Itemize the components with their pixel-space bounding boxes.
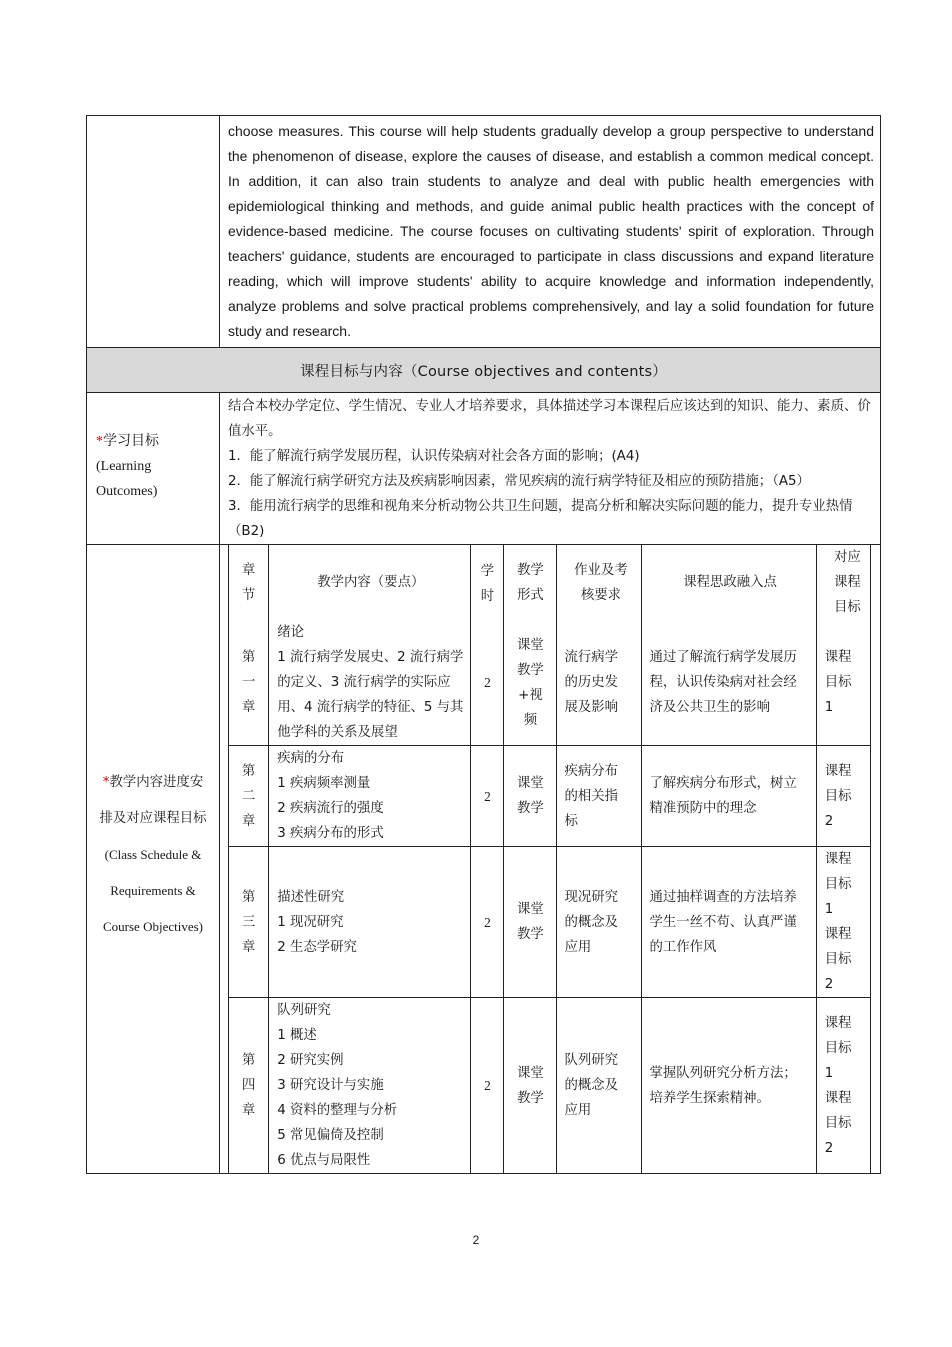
objective-cell-line: 课程	[824, 1090, 852, 1106]
header-objective	[816, 545, 870, 620]
objective-cell-line: 目标	[824, 675, 852, 690]
hours-cell: 2	[471, 847, 504, 998]
content-cell-line: 2 生态学研究	[277, 939, 357, 955]
course-table	[86, 115, 881, 1174]
form-cell-line: +视	[518, 687, 543, 703]
content-cell-line: 3 疾病分布的形式	[277, 826, 384, 841]
content-cell-line: 的定义、3 流行病学的实际应	[277, 675, 451, 690]
assessment-cell-line: 的相关指	[564, 788, 619, 804]
assessment-cell-line: 现况研究	[564, 889, 619, 905]
content-cell-line: 描述性研究	[277, 889, 345, 905]
assessment-cell-line: 应用	[564, 1103, 592, 1118]
header-hours-line: 学	[480, 562, 495, 578]
assessment-cell	[557, 847, 642, 998]
schedule-label	[87, 545, 220, 1173]
schedule-label-en-3: Course Objectives)	[102, 919, 203, 934]
header-ideology: 课程思政融入点	[642, 545, 816, 620]
ideology-cell-line: 培养学生探索精神。	[649, 1090, 770, 1106]
form-cell-line: 教学	[517, 1090, 544, 1106]
outcome-item: 1．能了解流行病学发展历程，认识传染病对社会各方面的影响；(A4)	[228, 449, 640, 464]
chapter-cell	[229, 998, 269, 1174]
header-form	[504, 545, 557, 620]
form-cell	[504, 998, 557, 1174]
chapter-cell-line: 二	[241, 788, 256, 804]
objective-cell	[816, 620, 870, 746]
schedule-header-row	[229, 545, 871, 620]
form-cell-line: 教学	[517, 801, 544, 816]
assessment-cell-line: 流行病学	[564, 650, 619, 665]
schedule-table-wrap	[220, 545, 880, 1173]
assessment-cell-line: 的概念及	[564, 914, 619, 930]
objective-cell-line: 2	[824, 977, 834, 992]
header-assessment-line: 核要求	[580, 587, 622, 603]
schedule-row-1	[229, 620, 871, 746]
ideology-cell	[642, 847, 816, 998]
content-cell-line: 5 常见偏倚及控制	[277, 1128, 384, 1143]
objective-cell	[816, 746, 870, 847]
content-cell-line: 1 疾病频率测量	[277, 776, 371, 791]
objective-cell-line: 目标	[824, 1115, 852, 1131]
hours-cell: 2	[471, 998, 504, 1174]
form-cell	[504, 620, 557, 746]
header-objective-line: 目标	[833, 600, 861, 615]
chapter-cell-line: 章	[241, 813, 256, 829]
header-form-line: 教学	[517, 562, 544, 578]
schedule-label-en-2: Requirements &	[110, 883, 196, 898]
ideology-cell	[642, 620, 816, 746]
learning-outcomes-en-2: Outcomes)	[96, 484, 158, 499]
assessment-cell-line: 队列研究	[564, 1053, 619, 1068]
header-form-line: 形式	[517, 587, 544, 603]
intro-left-cell	[87, 116, 220, 347]
assessment-cell	[557, 998, 642, 1174]
chapter-cell	[229, 847, 269, 998]
header-chapter-line: 节	[241, 587, 256, 603]
required-marker: *	[96, 434, 103, 449]
header-objective-line: 对应	[833, 550, 861, 565]
header-hours-line: 时	[480, 587, 495, 603]
form-cell-line: 课堂	[517, 776, 544, 791]
assessment-cell	[557, 620, 642, 746]
outcomes-intro: 结合本校办学定位、学生情况、专业人才培养要求，具体描述学习本课程后应该达到的知识、能力、素质、价值水平。	[228, 399, 871, 439]
outcome-item: 3．能用流行病学的思维和视角来分析动物公共卫生问题，提高分析和解决实际问题的能力，提升专业热情（B2)	[228, 499, 853, 539]
assessment-cell-line: 的历史发	[564, 675, 619, 690]
content-cell-line: 队列研究	[277, 1003, 331, 1018]
schedule-row-4	[229, 998, 871, 1174]
form-cell	[504, 746, 557, 847]
ideology-cell-line: 精准预防中的理念	[649, 801, 757, 816]
outcome-item: 2．能了解流行病学研究方法及疾病影响因素，常见疾病的流行病学特征及相应的预防措施；（A5）	[228, 474, 810, 489]
chapter-cell	[229, 746, 269, 847]
content-cell-line: 疾病的分布	[277, 751, 345, 766]
form-cell-line: 课堂	[517, 902, 544, 917]
chapter-cell-line: 三	[241, 914, 256, 930]
chapter-cell-line: 四	[241, 1078, 256, 1093]
header-chapter-line: 章	[241, 562, 256, 578]
objective-cell-line: 课程	[824, 1015, 852, 1031]
form-cell-line: 课堂	[517, 1065, 544, 1081]
learning-outcomes-row	[87, 393, 880, 545]
objective-cell-line: 目标	[824, 1040, 852, 1056]
form-cell-line: 教学	[517, 662, 544, 678]
assessment-cell-line: 应用	[564, 939, 592, 955]
section-header: 课程目标与内容（Course objectives and contents）	[87, 348, 880, 393]
objective-cell-line: 1	[824, 1065, 834, 1081]
content-cell-line: 用、4 流行病学的特征、5 与其	[277, 700, 464, 715]
objective-cell	[816, 998, 870, 1174]
content-cell-line: 1 流行病学发展史、2 流行病学	[277, 650, 464, 665]
content-cell-line: 1 概述	[277, 1028, 317, 1043]
ideology-cell-line: 掌握队列研究分析方法；	[649, 1065, 797, 1081]
schedule-label-cn-1: 教学内容进度安	[109, 775, 204, 790]
chapter-cell-line: 章	[241, 1103, 256, 1118]
content-cell-line: 他学科的关系及展望	[277, 725, 398, 740]
intro-row	[87, 116, 880, 348]
objective-cell-line: 课程	[824, 763, 852, 779]
chapter-cell-line: 章	[241, 700, 256, 715]
page-number: 2	[472, 1233, 480, 1247]
content-cell	[269, 620, 471, 746]
chapter-cell-line: 第	[241, 1053, 256, 1068]
content-cell-line: 4 资料的整理与分析	[277, 1103, 398, 1118]
schedule-table	[228, 545, 871, 1173]
assessment-cell	[557, 746, 642, 847]
ideology-cell	[642, 746, 816, 847]
ideology-cell-line: 通过抽样调查的方法培养	[649, 889, 797, 905]
chapter-cell-line: 第	[241, 889, 256, 905]
assessment-cell-line: 标	[564, 813, 578, 829]
objective-cell-line: 课程	[824, 650, 852, 665]
learning-outcomes-en-1: (Learning	[96, 459, 152, 474]
learning-outcomes-cn: 学习目标	[103, 434, 159, 449]
content-cell	[269, 847, 471, 998]
content-cell-line: 1 现况研究	[277, 914, 344, 930]
ideology-cell-line: 的工作作风	[649, 939, 717, 955]
header-assessment-line: 作业及考	[574, 562, 628, 578]
header-content: 教学内容（要点）	[269, 545, 471, 620]
learning-outcomes-body	[220, 393, 880, 544]
header-objective-line: 课程	[833, 575, 861, 590]
schedule-label-cn-2: 排及对应课程目标	[99, 811, 207, 826]
objective-cell-line: 目标	[824, 788, 852, 804]
hours-cell: 2	[471, 620, 504, 746]
hours-cell: 2	[471, 746, 504, 847]
objective-cell-line: 2	[824, 1140, 834, 1156]
schedule-row-2	[229, 746, 871, 847]
objective-cell-line: 目标	[824, 877, 852, 892]
form-cell	[504, 847, 557, 998]
content-cell	[269, 998, 471, 1174]
header-assessment	[557, 545, 642, 620]
assessment-cell-line: 的概念及	[564, 1078, 619, 1093]
schedule-label-en-1: (Class Schedule &	[104, 847, 202, 862]
chapter-cell	[229, 620, 269, 746]
chapter-cell-line: 第	[241, 650, 256, 665]
objective-cell-line: 2	[824, 813, 834, 829]
header-chapter	[229, 545, 269, 620]
course-description-text: choose measures. This course will help students gradually develop a group perspective to understand the phenomenon of disease, explore the causes of disease, and establish a common medical concept. In addition, it can also train students to analyze and deal with public health emergencies with epidemiological thinking and methods, and guide animal public health practices with the concept of evidence-based medicine. The course focuses on cultivating students' spirit of exploration. Through teachers' guidance, students are encouraged to participate in class discussions and expand literature reading, which will improve students' ability to acquire knowledge and information independently, analyze problems and solve practical problems comprehensively, and lay a solid foundation for future study and research.	[228, 123, 874, 339]
content-cell-line: 2 疾病流行的强度	[277, 801, 384, 816]
assessment-cell-line: 疾病分布	[564, 763, 619, 779]
schedule-row-3	[229, 847, 871, 998]
content-cell-line: 2 研究实例	[277, 1053, 344, 1068]
ideology-cell-line: 了解疾病分布形式，树立	[649, 776, 797, 791]
objective-cell-line: 课程	[824, 852, 852, 867]
objective-cell-line: 目标	[824, 952, 852, 967]
content-cell	[269, 746, 471, 847]
content-cell-line: 6 优点与局限性	[277, 1153, 371, 1168]
objective-cell-line: 1	[824, 902, 834, 917]
ideology-cell-line: 济及公共卫生的影响	[649, 700, 770, 715]
chapter-cell-line: 一	[241, 675, 256, 690]
objective-cell-line: 课程	[824, 927, 852, 942]
form-cell-line: 频	[523, 712, 538, 728]
form-cell-line: 教学	[517, 927, 544, 942]
schedule-body	[229, 620, 871, 1173]
ideology-cell-line: 通过了解流行病学发展历	[649, 650, 797, 665]
required-marker: *	[102, 775, 110, 790]
schedule-row	[87, 545, 880, 1173]
header-hours	[471, 545, 504, 620]
learning-outcomes-label	[87, 393, 220, 544]
form-cell-line: 课堂	[517, 637, 544, 653]
ideology-cell	[642, 998, 816, 1174]
content-cell-line: 3 研究设计与实施	[277, 1078, 384, 1093]
objective-cell	[816, 847, 870, 998]
objective-cell-line: 1	[824, 700, 834, 715]
content-cell-line: 绪论	[277, 625, 304, 640]
ideology-cell-line: 程，认识传染病对社会经	[649, 675, 797, 690]
ideology-cell-line: 学生一丝不苟、认真严谨	[649, 914, 797, 930]
chapter-cell-line: 第	[241, 763, 256, 779]
chapter-cell-line: 章	[241, 939, 256, 955]
assessment-cell-line: 展及影响	[564, 700, 619, 715]
